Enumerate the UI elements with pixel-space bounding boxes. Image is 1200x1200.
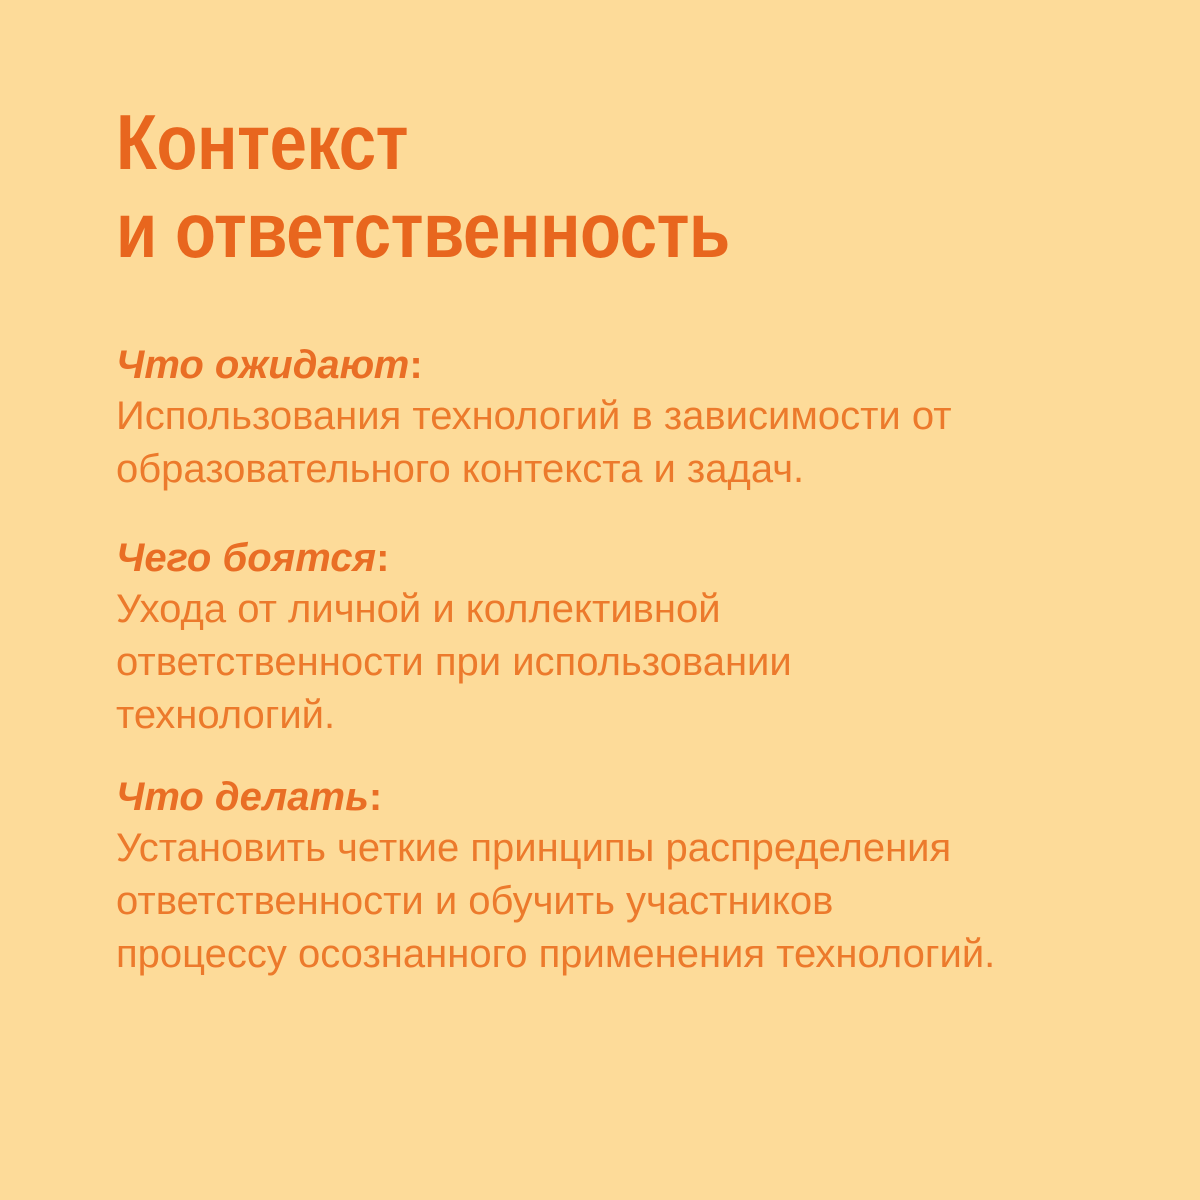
section-heading-label: Что ожидают — [116, 343, 410, 387]
page-title-line-1: Контекст — [116, 98, 409, 186]
section-body: Ухода от личной и коллективной ответственности при использовании технологий. — [116, 587, 792, 737]
section-heading — [116, 772, 1176, 822]
section-body: Установить четкие принципы распределения ответственности и обучить участников процессу осознанного применения технологий. — [116, 826, 996, 976]
section-heading-label: Что делать — [116, 775, 369, 819]
section-fears — [116, 533, 1176, 742]
section-heading — [116, 340, 1176, 390]
section-expectations — [116, 340, 1176, 496]
page-title — [116, 98, 730, 274]
section-heading-colon: : — [376, 536, 390, 580]
section-heading-colon: : — [409, 343, 423, 387]
section-heading-colon: : — [368, 775, 383, 819]
section-actions — [116, 772, 1176, 981]
section-heading-label: Чего боятся — [116, 536, 377, 580]
page-title-line-2: и ответственность — [116, 186, 730, 274]
section-body: Использования технологий в зависимости от образовательного контекста и задач. — [116, 394, 952, 491]
section-heading — [116, 533, 1176, 583]
